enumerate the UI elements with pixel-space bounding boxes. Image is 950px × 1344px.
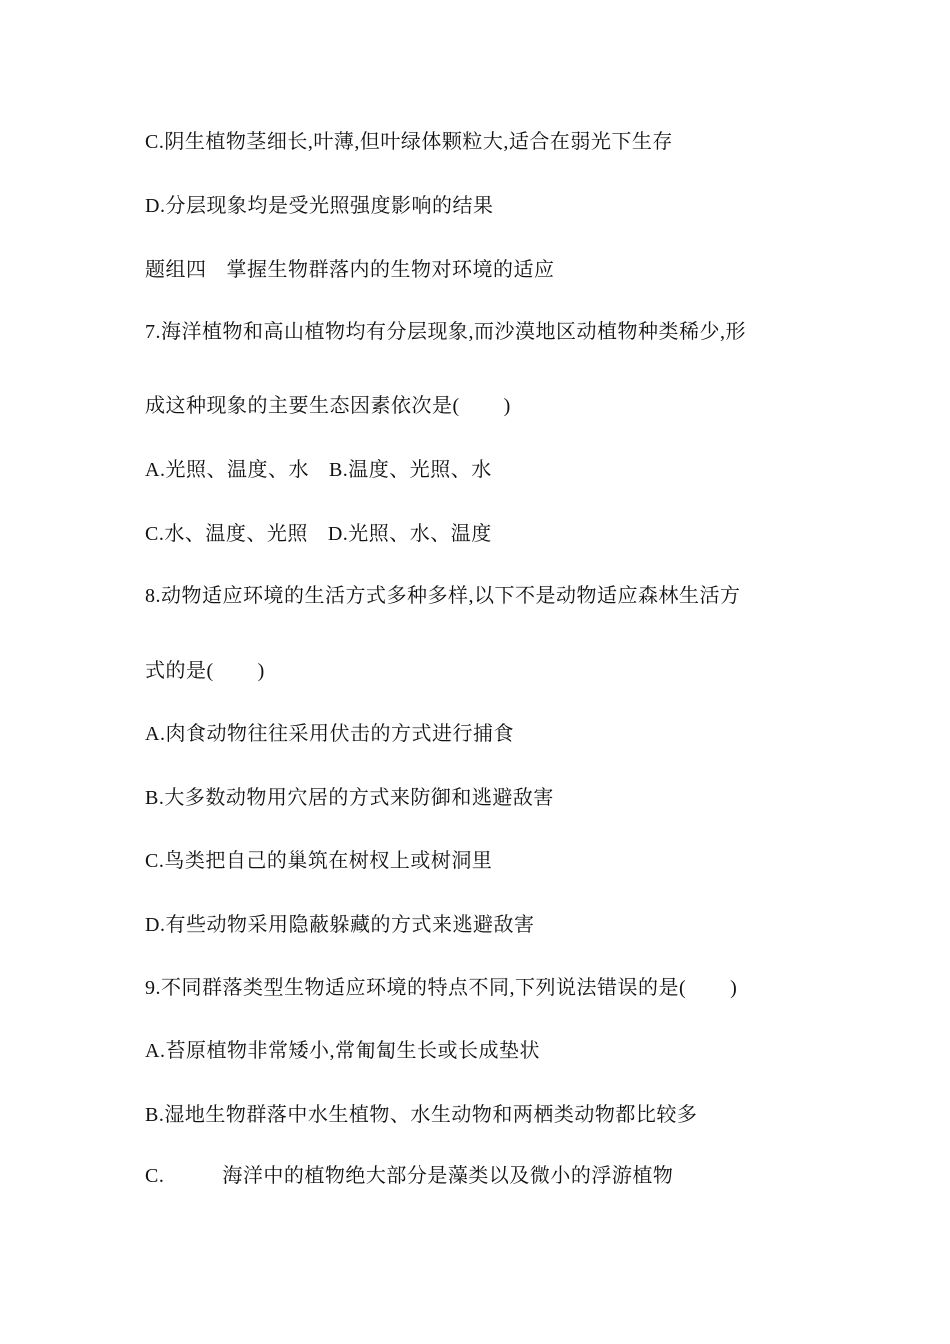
q8-stem-close: ): [257, 660, 265, 682]
q6-option-c: C.阴生植物茎细长,叶薄,但叶绿体颗粒大,适合在弱光下生存: [145, 131, 673, 153]
q9-stem: [145, 974, 737, 1002]
q6-option-d: D.分层现象均是受光照强度影响的结果: [145, 195, 494, 217]
q8-option-d: D.有些动物采用隐蔽躲藏的方式来逃避敌害: [145, 914, 535, 936]
group4-heading: [145, 256, 555, 284]
q7-options-row-1: [145, 456, 492, 484]
q8-option-a: A.肉食动物往往采用伏击的方式进行捕食: [145, 723, 514, 745]
q8-option-c: C.鸟类把自己的巢筑在树杈上或树洞里: [145, 850, 493, 872]
q8-stem-line-2: [145, 657, 265, 685]
q9-option-c: [145, 1162, 673, 1190]
q9-option-c-label: C.: [145, 1165, 165, 1187]
q7-option-b: B.温度、光照、水: [328, 459, 492, 481]
q7-option-c: C.水、温度、光照: [145, 523, 308, 545]
q9-option-c-text: 海洋中的植物绝大部分是藻类以及微小的浮游植物: [222, 1165, 674, 1187]
q9-option-b: B.湿地生物群落中水生植物、水生动物和两栖类动物都比较多: [145, 1104, 698, 1126]
q7-stem-line-2: [145, 392, 511, 420]
q9-stem-close: ): [730, 977, 738, 999]
q7-stem-line-1: 7.海洋植物和高山植物均有分层现象,而沙漠地区动植物种类稀少,形: [145, 321, 746, 343]
q7-option-a: A.光照、温度、水: [145, 459, 309, 481]
q7-option-d: D.光照、水、温度: [327, 523, 492, 545]
group4-label: 题组四: [145, 259, 207, 281]
q9-stem-text: 9.不同群落类型生物适应环境的特点不同,下列说法错误的是(: [145, 977, 687, 999]
q7-options-row-2: [145, 520, 492, 548]
group4-title: 掌握生物群落内的生物对环境的适应: [226, 259, 555, 281]
q9-option-a: A.苔原植物非常矮小,常匍匐生长或长成垫状: [145, 1040, 540, 1062]
q7-stem-close: ): [503, 395, 511, 417]
q7-stem-text: 成这种现象的主要生态因素依次是(: [145, 395, 460, 417]
q8-stem-line-1: 8.动物适应环境的生活方式多种多样,以下不是动物适应森林生活方: [145, 585, 741, 607]
q8-option-b: B.大多数动物用穴居的方式来防御和逃避敌害: [145, 787, 554, 809]
q8-stem-text: 式的是(: [145, 660, 214, 682]
